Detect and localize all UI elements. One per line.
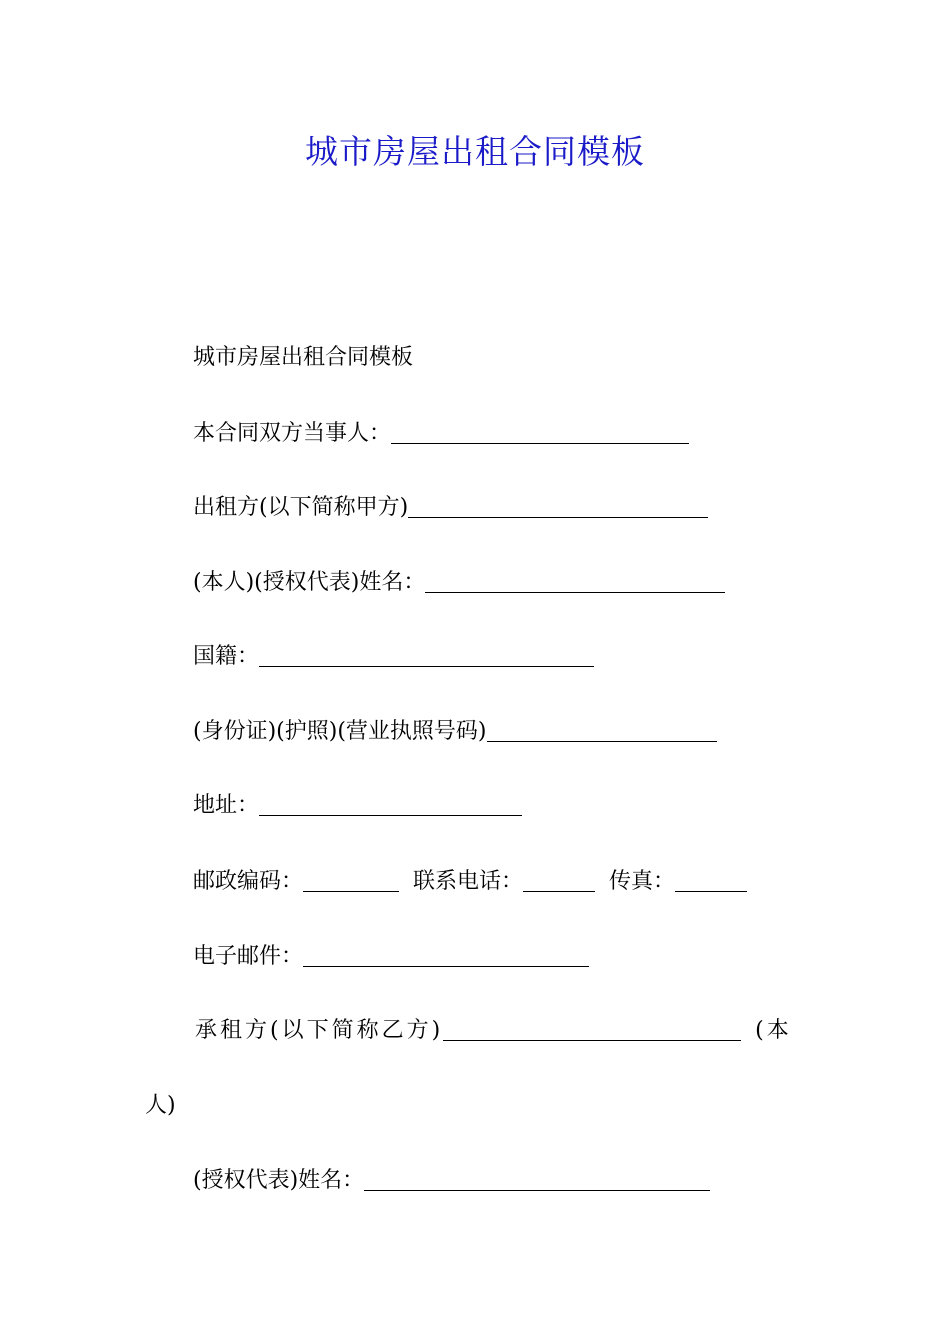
lessee-wrap-line	[145, 1090, 176, 1122]
phone-label: 联系电话：	[413, 869, 524, 894]
contact-line	[193, 866, 747, 898]
lessor-name-label: (本人)(授权代表)姓名：	[193, 570, 426, 595]
lessee-blank[interactable]	[443, 1020, 741, 1041]
parties-label: 本合同双方当事人：	[193, 421, 392, 446]
lessor-label: 出租方(以下简称甲方)	[193, 495, 409, 520]
id-doc-blank[interactable]	[487, 721, 717, 742]
nationality-line	[193, 641, 594, 673]
fax-label: 传真：	[609, 869, 676, 894]
parties-line	[193, 418, 689, 450]
parties-blank[interactable]	[391, 423, 689, 444]
postcode-label: 邮政编码：	[193, 869, 304, 894]
lessee-name-line	[193, 1165, 710, 1197]
lessee-name-blank[interactable]	[364, 1170, 710, 1191]
lessor-name-line	[193, 567, 725, 599]
lessor-line	[193, 492, 708, 524]
nationality-label: 国籍：	[193, 644, 260, 669]
email-line	[193, 941, 589, 973]
lessee-label: 承租方(以下简称乙方)	[195, 1018, 444, 1043]
address-blank[interactable]	[259, 795, 522, 816]
address-label: 地址：	[193, 793, 260, 818]
id-doc-line	[193, 716, 717, 748]
nationality-blank[interactable]	[259, 646, 594, 667]
heading-line	[193, 342, 413, 374]
heading-text: 城市房屋出租合同模板	[193, 345, 414, 370]
id-doc-label: (身份证)(护照)(营业执照号码)	[193, 719, 487, 744]
phone-blank[interactable]	[523, 871, 595, 892]
email-blank[interactable]	[303, 946, 589, 967]
lessor-name-blank[interactable]	[425, 572, 725, 593]
lessee-tail-a: (本	[755, 1018, 792, 1043]
email-label: 电子邮件：	[193, 944, 304, 969]
postcode-blank[interactable]	[303, 871, 399, 892]
fax-blank[interactable]	[675, 871, 747, 892]
address-line	[193, 790, 522, 822]
lessee-name-label: (授权代表)姓名：	[193, 1168, 365, 1193]
lessee-line	[195, 1015, 792, 1047]
document-title: 城市房屋出租合同模板	[305, 132, 645, 171]
lessee-tail-b: 人)	[145, 1093, 176, 1118]
lessor-blank[interactable]	[408, 497, 708, 518]
